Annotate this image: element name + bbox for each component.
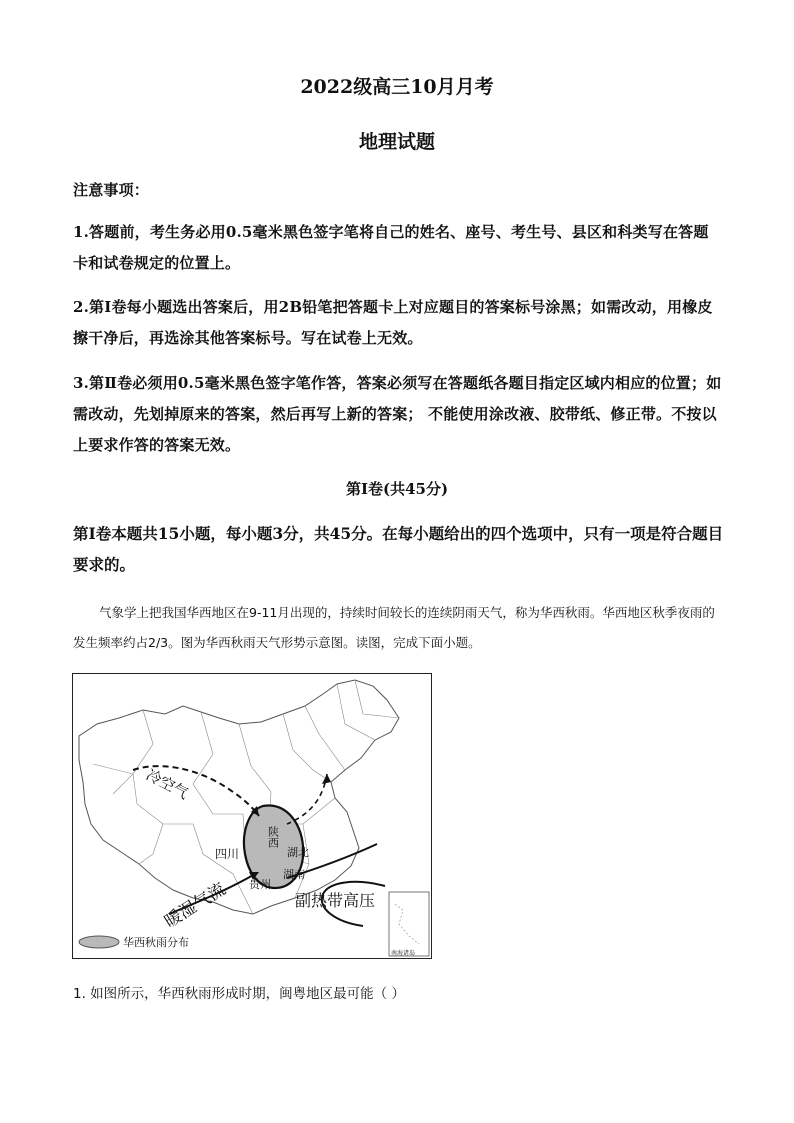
label-subtropical-high: 副热带高压 [295, 891, 376, 910]
question-1: 1. 如图所示，华西秋雨形成时期，闽粤地区最可能（ ） [73, 986, 405, 1002]
label-south-sea: 南海诸岛 [391, 950, 416, 957]
label-warm-wet: 暖湿气流 [161, 879, 230, 933]
notice-heading: 注意事项： [73, 181, 150, 199]
label-shaanxi: 陕西 [266, 826, 280, 848]
label-hubei: 湖北 [287, 846, 309, 859]
south-sea-inset [389, 892, 429, 956]
exam-title: 2022级高三10月月考 [300, 76, 494, 98]
label-guizhou: 贵州 [249, 878, 271, 891]
reading-passage: 气象学上把我国华西地区在9-11月出现的，持续时间较长的连续阴雨天气，称为华西秋雨。华西地区秋季夜雨的发生频率约占2/3。图为华西秋雨天气形势示意图。读图，完成下面小题。 [73, 605, 715, 650]
legend-swatch [79, 936, 119, 948]
label-hunan: 湖南 [283, 868, 305, 881]
section-intro: 第Ⅰ卷本题共15小题，每小题3分，共45分。在每小题给出的四个选项中，只有一项是符合题目要求的。 [73, 524, 724, 574]
legend-label: 华西秋雨分布 [123, 936, 189, 949]
section-title: 第Ⅰ卷(共45分) [345, 480, 449, 498]
weather-map-svg [73, 674, 431, 958]
notice-item-2: 2.第Ⅰ卷每小题选出答案后，用2B铅笔把答题卡上对应题目的答案标号涂黑；如需改动，用橡皮擦干净后，再选涂其他答案标号。写在试卷上无效。 [73, 298, 713, 347]
notice-item-3: 3.第Ⅱ卷必须用0.5毫米黑色签字笔作答，答案必须写在答题纸各题目指定区域内相应的位置；如需改动，先划掉原来的答案，然后再写上新的答案； 不能使用涂改液、胶带纸、修正带。不按以上要求作答的答案无效。 [73, 374, 722, 454]
label-cold-air: 冷空气 [143, 765, 192, 803]
weather-map [72, 673, 432, 959]
exam-subject: 地理试题 [358, 131, 435, 153]
label-sichuan: 四川 [215, 847, 240, 861]
notice-item-1: 1.答题前，考生务必用0.5毫米黑色签字笔将自己的姓名、座号、考生号、县区和科类写在答题卡和试卷规定的位置上。 [73, 223, 709, 272]
